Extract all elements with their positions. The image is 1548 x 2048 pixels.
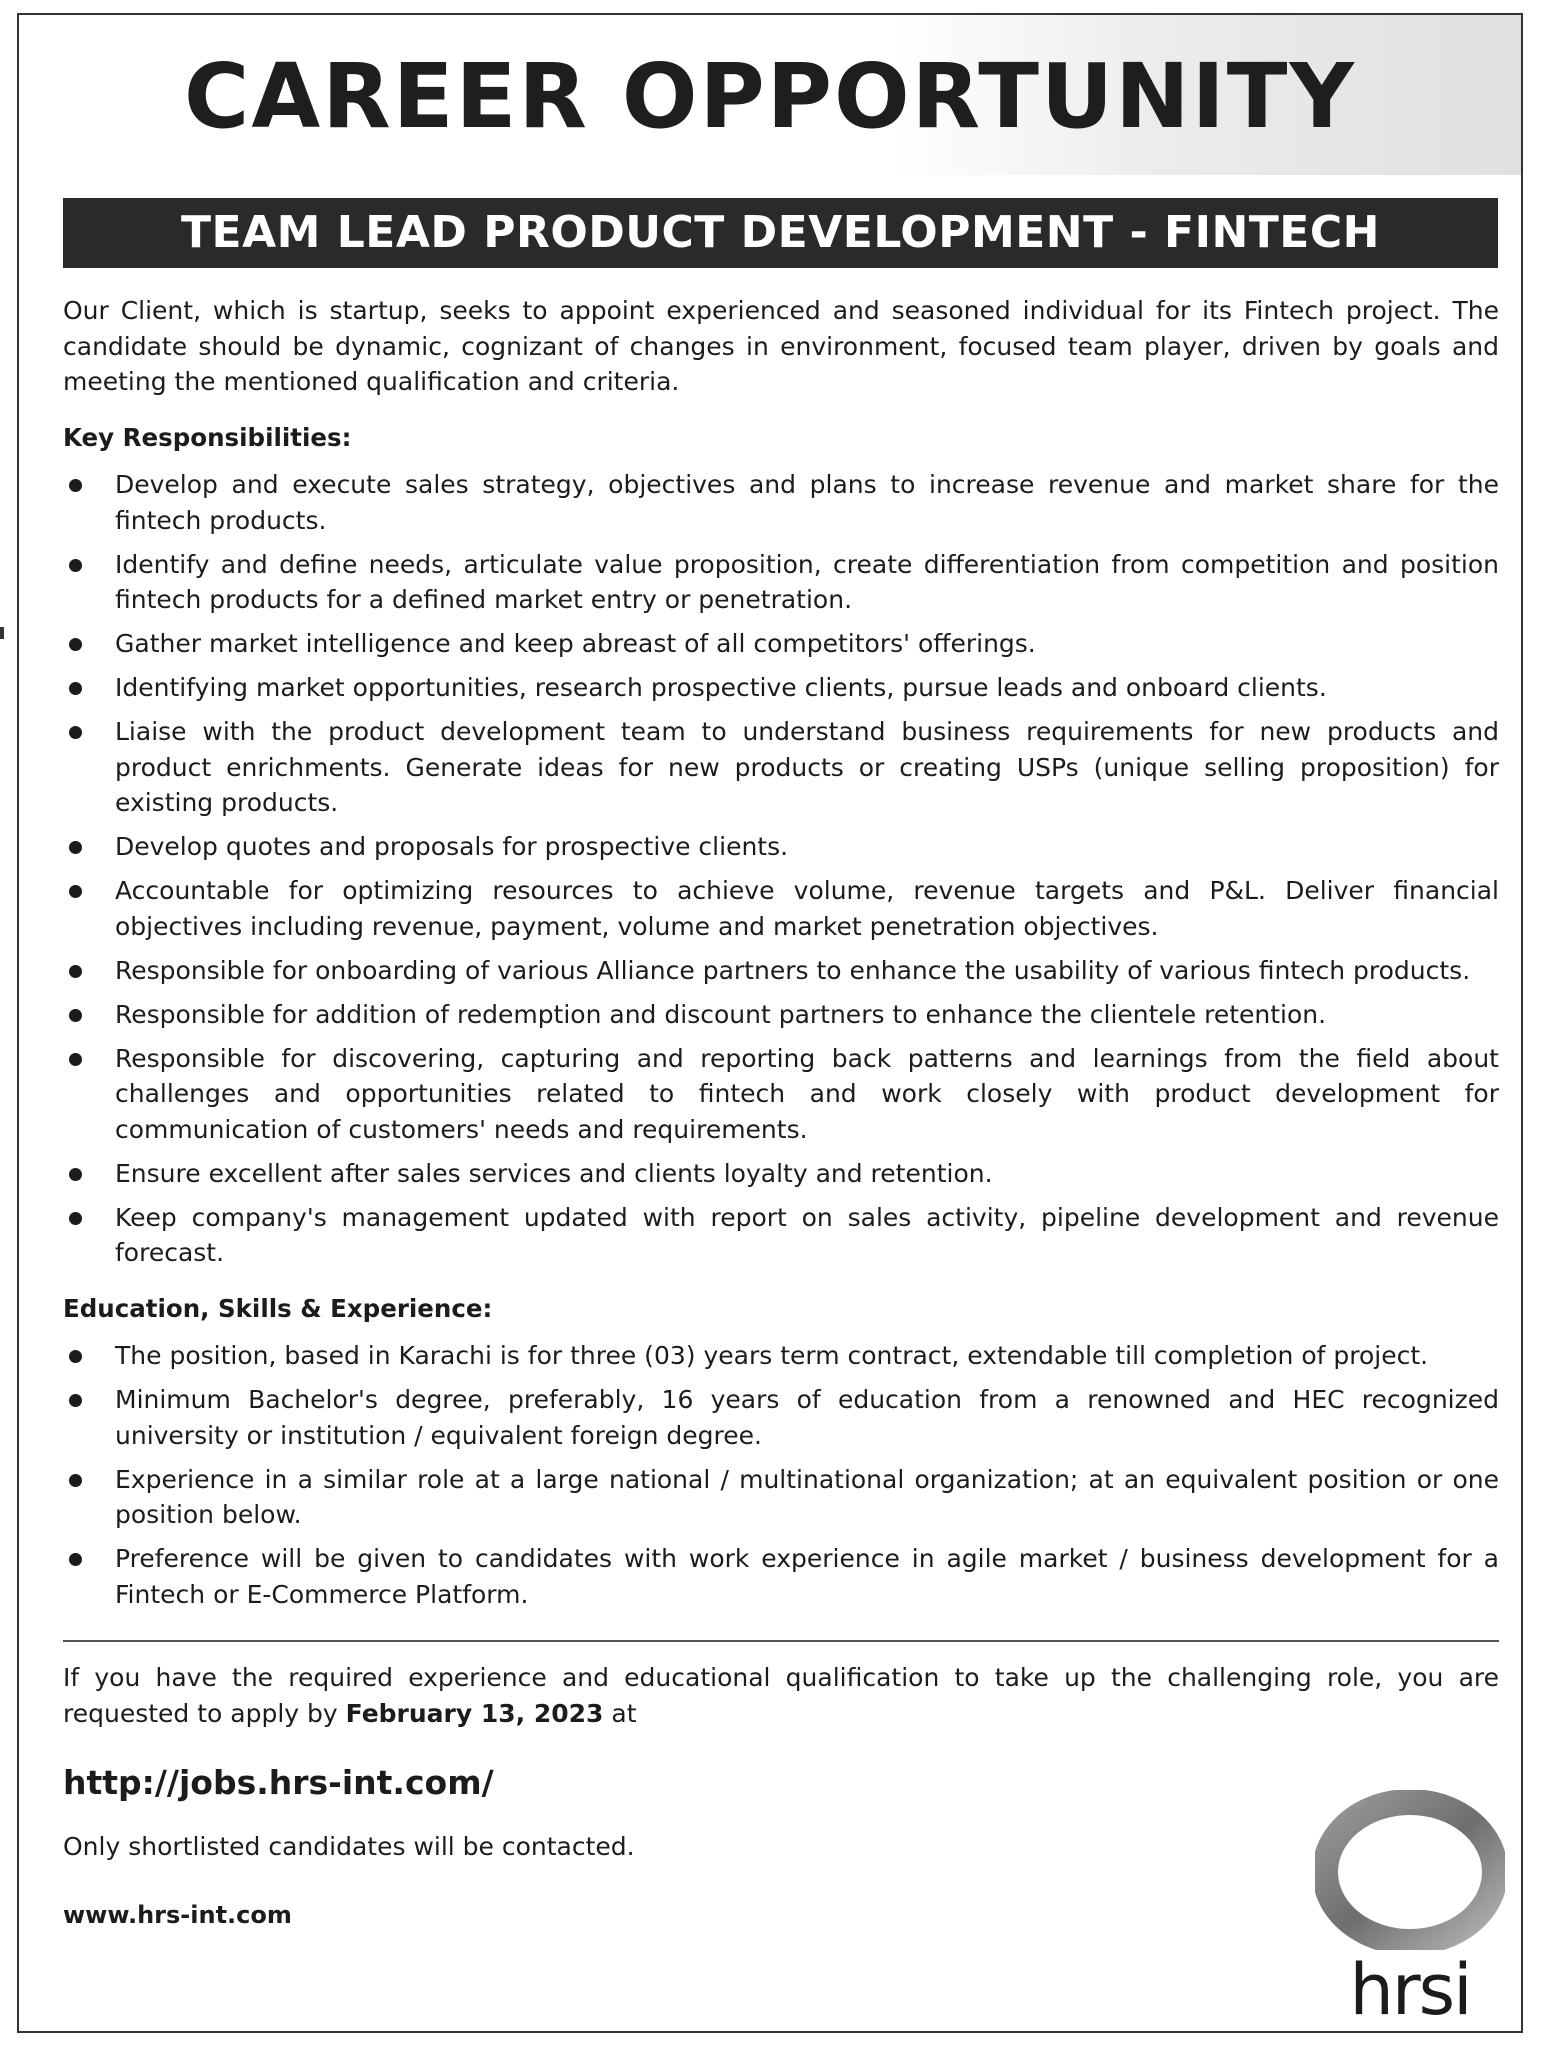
bullet-icon: [69, 1168, 82, 1181]
company-logo: [1315, 1790, 1505, 2030]
list-item: Responsible for addition of redemption and discount partners to enhance the clientele retention.: [63, 997, 1499, 1033]
bullet-icon: [69, 682, 82, 695]
bullet-icon: [69, 1474, 82, 1487]
education-list: [63, 1338, 1499, 1612]
list-item: Preference will be given to candidates with work experience in agile market / business development for a Fintech or E-Commerce Platform.: [63, 1541, 1499, 1612]
bullet-icon: [69, 479, 82, 492]
education-heading: Education, Skills & Experience:: [63, 1293, 493, 1323]
advert-body: [63, 293, 1499, 1934]
bullet-icon: [69, 965, 82, 978]
bullet-icon: [69, 1212, 82, 1225]
scan-mark: [0, 627, 4, 639]
page-title: CAREER OPPORTUNITY: [184, 44, 1356, 148]
list-item: Keep company's management updated with report on sales activity, pipeline development and revenue forecast.: [63, 1200, 1499, 1271]
list-item: Develop quotes and proposals for prospective clients.: [63, 829, 1499, 865]
job-title-bar: TEAM LEAD PRODUCT DEVELOPMENT - FINTECH: [63, 198, 1498, 268]
list-item: Minimum Bachelor's degree, preferably, 16 years of education from a renowned and HEC recognized university or institution / equivalent foreign degree.: [63, 1382, 1499, 1453]
intro-paragraph: Our Client, which is startup, seeks to appoint experienced and seasoned individual for its Fintech project. The candidate should be dynamic, cognizant of changes in environment, focused team player, driven by goals and meeting the mentioned qualification and criteria.: [63, 296, 1499, 396]
bullet-icon: [69, 1394, 82, 1407]
website-link[interactable]: www.hrs-int.com: [63, 1901, 292, 1929]
logo-wordmark: hrsi: [1349, 1949, 1471, 2031]
apply-paragraph: If you have the required experience and educational qualification to take up the challenging role, you are requested to apply by February 13, 2023 at: [63, 1663, 1499, 1728]
bullet-icon: [69, 1009, 82, 1022]
bullet-icon: [69, 885, 82, 898]
bullet-icon: [69, 726, 82, 739]
list-item: Identify and define needs, articulate value proposition, create differentiation from competition and position fintech products for a defined market entry or penetration.: [63, 547, 1499, 618]
apply-link[interactable]: http://jobs.hrs-int.com/: [63, 1763, 494, 1802]
list-item: Responsible for onboarding of various Alliance partners to enhance the usability of various fintech products.: [63, 953, 1499, 989]
list-item: Experience in a similar role at a large national / multinational organization; at an equivalent position or one position below.: [63, 1462, 1499, 1533]
responsibilities-heading: Key Responsibilities:: [63, 422, 352, 452]
list-item: Develop and execute sales strategy, objectives and plans to increase revenue and market share for the fintech products.: [63, 467, 1499, 538]
bullet-icon: [69, 1350, 82, 1363]
bullet-icon: [69, 559, 82, 572]
divider: [63, 1640, 1499, 1642]
bullet-icon: [69, 841, 82, 854]
bullet-icon: [69, 1053, 82, 1066]
list-item: Identifying market opportunities, research prospective clients, pursue leads and onboard clients.: [63, 670, 1499, 706]
bullet-icon: [69, 1553, 82, 1566]
shortlist-note: Only shortlisted candidates will be contacted.: [63, 1831, 635, 1861]
apply-deadline: February 13, 2023: [345, 1698, 604, 1728]
list-item: Liaise with the product development team to understand business requirements for new products and product enrichments. Generate ideas for new products or creating USPs (unique selling proposition) for existing products.: [63, 714, 1499, 821]
list-item: Ensure excellent after sales services and clients loyalty and retention.: [63, 1156, 1499, 1192]
list-item: Accountable for optimizing resources to achieve volume, revenue targets and P&L. Deliver financial objectives including revenue, payment, volume and market penetration objectives.: [63, 873, 1499, 944]
advert-frame: [17, 13, 1523, 2033]
bullet-icon: [69, 638, 82, 651]
responsibilities-list: [63, 467, 1499, 1271]
ring-logo-icon: [1315, 1790, 1505, 1950]
list-item: The position, based in Karachi is for three (03) years term contract, extendable till completion of project.: [63, 1338, 1499, 1374]
list-item: Responsible for discovering, capturing and reporting back patterns and learnings from the field about challenges and opportunities related to fintech and work closely with product development for communication of customers' needs and requirements.: [63, 1041, 1499, 1148]
list-item: Gather market intelligence and keep abreast of all competitors' offerings.: [63, 626, 1499, 662]
